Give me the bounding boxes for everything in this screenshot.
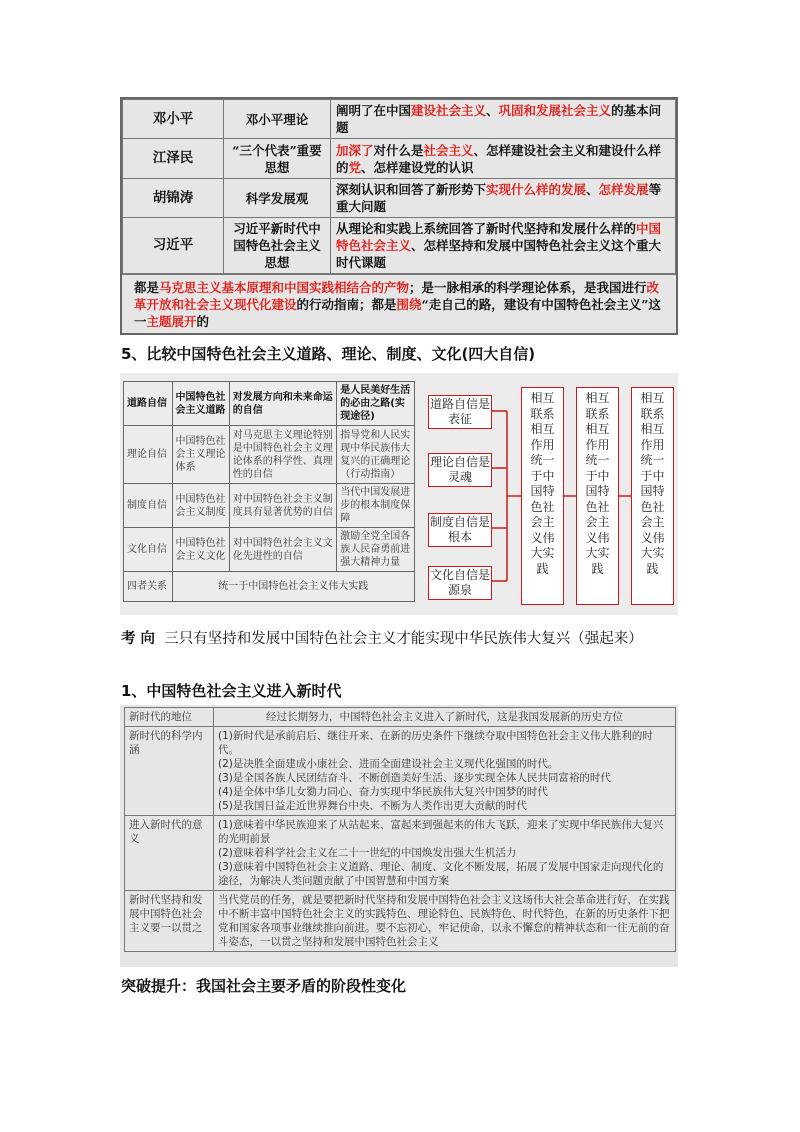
text-run: 的基本问题 [336,103,662,135]
table-cell: 对马克思主义理论特别是中国特色社会主义理论体系的科学性、真理性的自信 [229,426,337,484]
section-heading-5: 5、比较中国特色社会主义道路、理论、制度、文化(四大自信) [121,345,536,363]
leaders-theory-table [120,97,678,335]
era-label: 进入新时代的意义 [125,816,214,891]
highlight-text: 改革开放和社会主义现代化建设 [134,280,660,312]
exam-label: 考 向 [121,631,156,647]
table-cell: 理论自信 [124,426,173,484]
relation-row [124,572,415,602]
era-content [214,727,676,816]
new-era-table [124,707,676,952]
era-content [214,708,676,727]
highlight-text: 实现什么样的发展 [486,182,587,197]
table-cell: 文化自信 [124,528,173,572]
era-line: (1)新时代是承前启后、继往开来、在新的历史条件下继续夺取中国特色社会主义伟大胜利的时代。 [218,730,653,756]
relation-text: 统一于中国特色社会主义伟大实践 [172,572,415,602]
era-line: (3)是全国各族人民团结奋斗、不断创造美好生活、逐步实现全体人民共同富裕的时代 [218,772,611,784]
leader-name: 胡锦涛 [123,179,224,218]
text-run: 的 [196,314,210,329]
theory-name: 习近平新时代中国特色社会主义思想 [224,218,331,274]
theory-name: “三个代表”重要思想 [224,139,331,179]
era-line: (4)是全体中华儿女勠力同心、奋力实现中华民族伟大复兴中国梦的时代 [218,786,548,798]
leader-row [123,100,676,139]
highlight-text: 加深了 [336,142,374,158]
confidence-box: 理论自信是灵魂 [428,453,492,487]
header-cell: 是人民美好生活的必由之路(实现途径) [337,382,415,426]
theory-name: 邓小平理论 [224,100,331,139]
confidence-box: 道路自信是表征 [428,395,492,429]
header-cell: 对发展方向和未来命运的自信 [229,382,337,426]
text-run: 从理论和实践上系统回答了新时代坚持和发展什么样的 [336,221,637,236]
confidence-box: 制度自信是根本 [428,513,492,547]
text-run: 对什么是 [373,142,424,158]
era-line: (2)是决胜全面建成小康社会、进而全面建设社会主义现代化强国的时代。 [218,758,559,770]
highlight-text: 围绕 [396,297,422,312]
highlight-text: 社会主义 [423,142,474,158]
text-run: 的行动指南；都是 [296,297,397,312]
highlight-text: 怎样发展 [598,182,649,197]
era-label: 新时代坚持和发展中国特色社会主义要一以贯之 [125,891,214,952]
section-heading-1: 1、中国特色社会主义进入新时代 [121,682,342,700]
leader-name: 江泽民 [123,139,224,179]
text-run: 等重大问题 [336,182,662,214]
table-row [124,426,415,484]
exam-text: 三只有坚持和发展中国特色社会主义才能实现中华民族伟大复兴（强起来） [164,631,643,647]
unity-column: 相互 联系 相互 作用 统一 于中 国特 色社 会主 义伟 大实 践 [631,387,674,605]
relation-label: 四者关系 [124,572,173,602]
leader-row [123,179,676,218]
unity-column: 相互 联系 相互 作用 统一 于中 国特 色社 会主 义伟 大实 践 [576,387,619,605]
highlight-text: 巩固和发展社会主义 [498,103,612,118]
table-cell: 中国特色社会主义文化 [172,528,229,572]
era-label: 新时代的地位 [125,708,214,727]
text-run: 阐明了在中国 [336,103,412,118]
text-run: 都是 [134,280,160,295]
table-row [124,528,415,572]
leader-name: 邓小平 [123,100,224,139]
era-row [125,727,676,816]
era-line: (5)是我国日益走近世界舞台中央、不断为人类作出更大贡献的时代 [218,800,527,812]
era-line: (2)意味着科学社会主义在二十一世纪的中国焕发出强大生机活力 [218,847,517,859]
era-content [214,816,676,891]
confidence-box: 文化自信是源泉 [428,566,492,600]
leader-row [123,139,676,179]
table-cell: 对中国特色社会主义制度具有显著优势的自信 [229,484,337,528]
highlight-text: 中国特色社会主义 [336,221,662,253]
text-run: ；是一脉相承的科学理论体系，是我国进行 [409,280,647,295]
theory-content [331,139,676,179]
text-run: 、 [486,103,499,118]
text-run: 、怎样建设党的认识 [361,159,474,175]
table-cell: 对中国特色社会主义文化先进性的自信 [229,528,337,572]
leader-name: 习近平 [123,218,224,274]
era-content [214,891,676,952]
era-line: 经过长期努力，中国特色社会主义进入了新时代，这是我国发展新的历史方位 [266,711,623,723]
era-row [125,816,676,891]
era-label: 新时代的科学内涵 [125,727,214,816]
era-line: 当代党员的任务，就是要把新时代坚持和发展中国特色社会主义这场伟大社会革命进行好，在实践中不断丰富中国特色社会主义的实践特色、理论特色、民族特色、时代特色，在新的历史条件下把党和国家各项事业继续推向前进。要不忘初心，牢记使命，以永不懈怠的精神状态和一往无前的奋斗姿态，一以贯之坚持和发展中国特色社会主义 [218,894,670,948]
text-run: 、怎样建设社会主义和建设什么样的 [336,142,662,175]
text-run: “走自己的路，建设有中国特色社会主义”这一 [134,297,661,329]
theory-content [331,100,676,139]
table-row [124,484,415,528]
table-cell: 制度自信 [124,484,173,528]
table-header-row [124,382,415,426]
table-cell: 激励全党全国各族人民奋勇前进强大精神力量 [337,528,415,572]
four-confidences-table [123,381,415,602]
header-cell: 中国特色社会主义道路 [172,382,229,426]
header-cell: 道路自信 [124,382,173,426]
era-row [125,708,676,727]
text-run: 深刻认识和回答了新形势下 [336,182,487,197]
highlight-text: 主题展开 [146,314,197,329]
theory-name: 科学发展观 [224,179,331,218]
text-run: 、怎样坚持和发展中国特色社会主义这个重大时代课题 [336,238,662,270]
table-cell: 指导党和人民实现中华民族伟大复兴的正确理论（行动指南） [337,426,415,484]
highlight-text: 马克思主义基本原理和中国实践相结合的产物 [159,280,410,295]
theory-content [331,218,676,274]
table-cell: 中国特色社会主义理论体系 [172,426,229,484]
highlight-text: 党 [348,159,362,175]
text-run: 、 [586,182,599,197]
era-line: (1)意味着中华民族迎来了从站起来、富起来到强起来的伟大飞跃，迎来了实现中华民族伟大复兴的光明前景 [218,819,664,845]
era-row [125,891,676,952]
theory-summary [122,274,676,334]
table-cell: 中国特色社会主义制度 [172,484,229,528]
era-line: (3)意味着中国特色社会主义道路、理论、制度、文化不断发展，拓展了发展中国家走向现代化的途径，为解决人类问题贡献了中国智慧和中国方案 [218,861,664,887]
theory-content [331,179,676,218]
table-cell: 当代中国发展进步的根本制度保障 [337,484,415,528]
highlight-text: 建设社会主义 [411,103,487,118]
unity-column: 相互 联系 相互 作用 统一 于中 国特 色社 会主 义伟 大实 践 [521,387,564,605]
exam-direction [121,627,681,651]
leader-row [123,218,676,274]
breakthrough-heading: 突破提升：我国社会主要矛盾的阶段性变化 [121,977,407,995]
